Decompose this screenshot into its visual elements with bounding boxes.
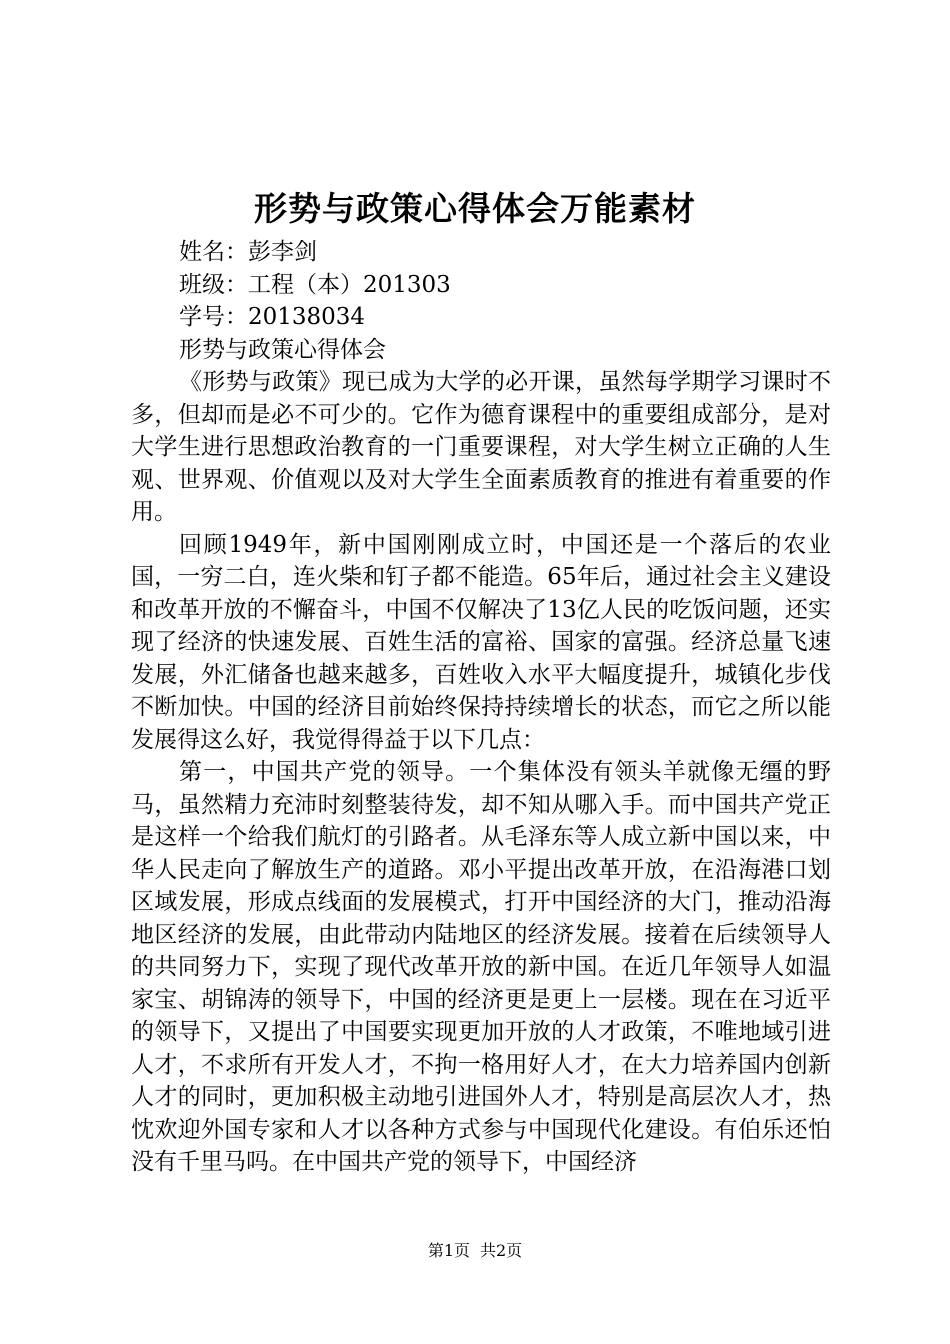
page-number-total: 共2页 [480, 1241, 523, 1260]
page-number-current: 第1页 [427, 1241, 470, 1260]
paragraph-intro: 《形势与政策》现已成为大学的必开课，虽然每学期学习课时不多，但却而是必不可少的。它作为德育课程中的重要组成部分，是对大学生进行思想政治教育的一门重要课程，对大学生树立正确的人生观、世界观、价值观以及对大学生全面素质教育的推进有着重要的作用。 [131, 369, 831, 525]
paragraph-review: 回顾1949年，新中国刚刚成立时，中国还是一个落后的农业国，一穷二白，连火柴和钉子都不能造。65年后，通过社会主义建设和改革开放的不懈奋斗，中国不仅解决了13亿人民的吃饭问题，还实现了经济的快速发展、百姓生活的富裕、国家的富强。经济总量飞速发展，外汇储备也越来越多，百姓收入水平大幅度提升，城镇化步伐不断加快。中国的经济目前始终保持持续增长的状态，而它之所以能发展得这么好，我觉得得益于以下几点： [131, 531, 831, 753]
paragraph-first-point: 第一，中国共产党的领导。一个集体没有领头羊就像无缰的野马，虽然精力充沛时刻整装待发，却不知从哪入手。而中国共产党正是这样一个给我们航灯的引路者。从毛泽东等人成立新中国以来，中华人民走向了解放生产的道路。邓小平提出改革开放，在沿海港口划区域发展，形成点线面的发展模式，打开中国经济的大门，推动沿海地区经济的发展，由此带动内陆地区的经济发展。接着在后续领导人的共同努力下，实现了现代改革开放的新中国。在近几年领导人如温家宝、胡锦涛的领导下，中国的经济更是更上一层楼。现在在习近平的领导下，又提出了中国要实现更加开放的人才政策，不唯地域引进人才，不求所有开发人才，不拘一格用好人才，在大力培养国内创新人才的同时，更加积极主动地引进国外人才，特别是高层次人才，热忱欢迎外国专家和人才以各种方式参与中国现代化建设。有伯乐还怕没有千里马吗。在中国共产党的领导下，中国经济 [131, 759, 831, 1175]
class-line: 班级：工程（本）201303 [179, 271, 451, 298]
page-footer [0, 1240, 950, 1262]
subtitle-line: 形势与政策心得体会 [179, 336, 386, 363]
student-id-line: 学号：20138034 [179, 304, 366, 330]
document-body [131, 236, 831, 1179]
author-name-line: 姓名：彭李剑 [179, 239, 317, 265]
document-title: 形势与政策心得体会万能素材 [254, 189, 696, 228]
